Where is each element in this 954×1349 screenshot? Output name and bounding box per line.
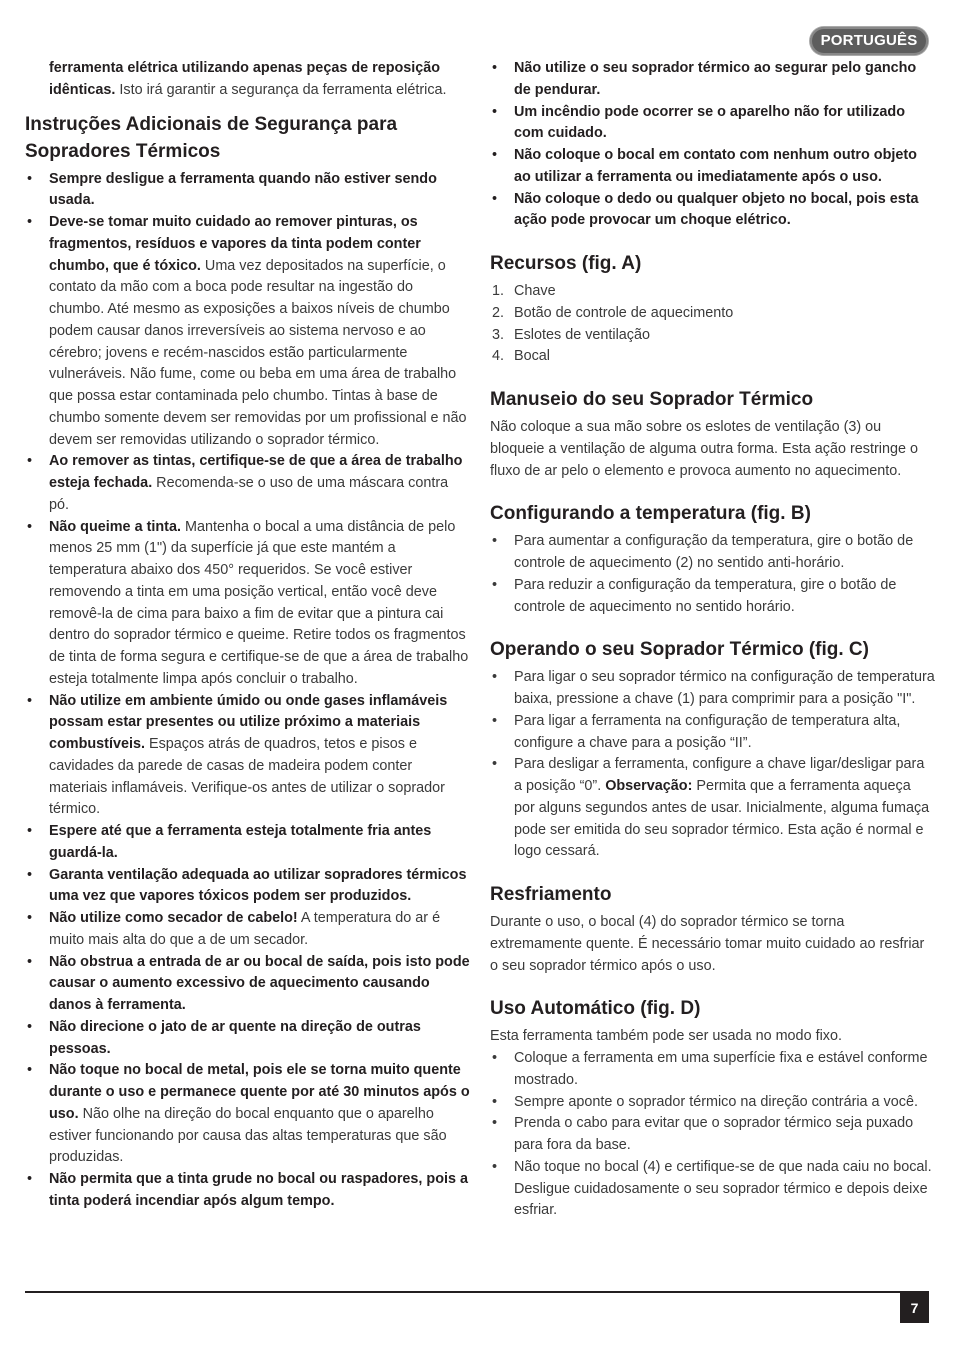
item-text: Para reduzir a configuração da temperatura, gire o botão de controle de aquecimento no sentido horário. — [514, 576, 897, 615]
item-number: 3. — [492, 326, 505, 343]
safety-item-bold: Ao remover as tintas, certifique-se de que a área de trabalho esteja fechada. — [49, 453, 463, 491]
uso-item — [490, 1113, 935, 1157]
resfriamento-text: Durante o uso, o bocal (4) do soprador térmico se torna extremamente quente. É necessário tomar muito cuidado ao resfriar o seu soprador térmico após o uso. — [490, 914, 925, 974]
safety-item — [25, 1017, 470, 1061]
item-text: Chave — [514, 283, 556, 299]
safety-item-text: Recomenda-se o uso de uma máscara contra pó. — [49, 475, 449, 513]
bullet-icon: • — [492, 712, 498, 729]
item-text: Prenda o cabo para evitar que o soprador térmico seja puxado para fora da base. — [514, 1115, 914, 1153]
configurando-heading: Configurando a temperatura (fig. B) — [490, 503, 811, 525]
recursos-list — [490, 281, 935, 368]
item-text: Eslotes de ventilação — [514, 326, 650, 343]
configurando-item — [490, 575, 935, 619]
bullet-icon: • — [27, 1018, 33, 1035]
safety-item-text: A temperatura do ar é muito mais alta do que a de um secador. — [49, 910, 441, 948]
recursos-item — [490, 281, 935, 303]
safety-item — [25, 1169, 470, 1213]
item-text: Para aumentar a configuração da temperatura, gire o botão de controle de aquecimento (2) no sentido anti-horário. — [514, 533, 914, 571]
bullet-icon: • — [27, 910, 33, 926]
bullet-icon: • — [492, 756, 498, 773]
safety-item-bold: Sempre desligue a ferramenta quando não estiver sendo usada. — [49, 170, 437, 209]
uso-item — [490, 1092, 935, 1114]
language-badge: PORTUGUÊS — [810, 27, 928, 55]
item-text: Coloque a ferramenta em uma superfície fixa e estável conforme mostrado. — [514, 1050, 928, 1088]
item-text: Permita que a ferramenta aqueça por alguns segundos antes de usar. Inicialmente, alguma fumaça pode ser emitida do seu soprador térmico. Esta ação é normal e logo cessará. — [514, 778, 930, 860]
footer-divider — [25, 1291, 929, 1293]
safety-item-text: Espaços atrás de quadros, tetos e pisos e cavidades da parede de casas de madeira podem conter materiais inflamáveis. Verifique-os antes de utilizar o soprador térmico. — [49, 736, 445, 818]
item-text: Sempre aponte o soprador térmico na direção contrária a você. — [514, 1093, 918, 1110]
warning-item — [490, 58, 935, 102]
bullet-icon: • — [492, 576, 498, 593]
warning-text: Não coloque o bocal em contato com nenhum outro objeto ao utilizar a ferramenta ou imediatamente após o uso. — [514, 147, 917, 185]
item-text: Bocal — [514, 348, 550, 365]
uso-intro: Esta ferramenta também pode ser usada no modo fixo. — [490, 1028, 842, 1045]
bullet-icon: • — [492, 1158, 498, 1175]
safety-item-bold: Não permita que a tinta grude no bocal ou raspadores, pois a tinta poderá incendiar após algum tempo. — [49, 1171, 469, 1209]
bullet-icon: • — [492, 533, 498, 550]
bullet-icon: • — [27, 214, 33, 230]
operando-item — [490, 667, 935, 711]
warning-text: Não utilize o seu soprador térmico ao segurar pelo gancho de pendurar. — [514, 60, 917, 98]
bullet-icon: • — [492, 103, 498, 120]
left-column — [25, 58, 470, 1213]
safety-item-bold: Não toque no bocal de metal, pois ele se torna muito quente durante o uso e permanece quente por até 30 minutos após o uso. — [49, 1062, 470, 1122]
bullet-icon: • — [27, 518, 33, 535]
safety-item — [25, 212, 470, 451]
bullet-icon: • — [492, 60, 498, 76]
item-number: 1. — [492, 283, 505, 299]
warning-item — [490, 189, 935, 233]
warning-text: Não coloque o dedo ou qualquer objeto no bocal, pois esta ação pode provocar um choque elétrico. — [514, 190, 919, 229]
bullet-icon: • — [492, 669, 498, 686]
item-text: Não toque no bocal (4) e certifique-se de que nada caiu no bocal. Desligue cuidadosamente o seu soprador térmico e depois deixe esfriar. — [514, 1158, 932, 1219]
item-text: Botão de controle de aquecimento — [514, 304, 734, 321]
safety-item-text: Mantenha o bocal a uma distância de pelo menos 25 mm (1") da superfície já que este mantém a temperatura abaixo dos 450° requeridos. Se você estiver removendo a tinta em uma posição vertical, então você deve removê-la de cima para baixo a fim de evitar que a pintura cai dentro do soprador térmico e queime. Retire todos os fragmentos de tinta de forma segura e certifique-se de que a área de trabalho esteja totalmente limpa após concluir o trabalho. — [49, 518, 469, 687]
item-number: 4. — [492, 348, 505, 365]
right-column — [490, 58, 935, 1222]
safety-item-text: Não olhe na direção do bocal enquanto que o aparelho estiver funcionando por causa das altas temperaturas que são produzidas. — [49, 1105, 447, 1166]
page-number: 7 — [900, 1293, 929, 1323]
bullet-icon: • — [27, 1062, 33, 1079]
bullet-icon: • — [492, 1050, 498, 1066]
safety-item — [25, 908, 470, 952]
safety-item-bold: Garanta ventilação adequada ao utilizar sopradores térmicos uma vez que vapores tóxicos podem ser produzidos. — [49, 866, 467, 905]
operando-item — [490, 711, 935, 755]
bullet-icon: • — [27, 692, 33, 709]
safety-item — [25, 691, 470, 822]
safety-item-text: Uma vez depositados na superfície, o contato da mão com a boca pode resultar na ingestão do chumbo. Até mesmo as exposições a baixos níveis de chumbo podem causar danos irreversíveis ao sistema nervoso e ao cérebro; jovens e recém-nascidos estão particularmente vulneráveis. Não fume, come ou beba em uma área de trabalho que possa estar contaminada pelo chumbo. Tintas à base de chumbo somente devem ser removidas por um profissional e não devem ser removidas utilizando o soprador térmico. — [49, 257, 467, 448]
operando-item — [490, 754, 935, 863]
bullet-icon: • — [27, 866, 33, 883]
safety-item-bold: Não queime a tinta. — [49, 518, 181, 535]
operando-list — [490, 667, 935, 863]
item-text: Para ligar o seu soprador térmico na configuração de temperatura baixa, pressione a chave (1) para comprimir para a posição "I". — [514, 669, 935, 707]
item-number: 2. — [492, 304, 505, 321]
bullet-icon: • — [27, 170, 33, 187]
recursos-heading: Recursos (fig. A) — [490, 253, 642, 274]
operando-heading: Operando o seu Soprador Térmico (fig. C) — [490, 639, 869, 661]
bullet-icon: • — [27, 1171, 33, 1187]
bullet-icon: • — [27, 453, 33, 470]
safety-item — [25, 821, 470, 865]
bullet-icon: • — [492, 1115, 498, 1132]
intro-paragraph — [25, 58, 470, 102]
safety-item — [25, 1060, 470, 1169]
uso-heading: Uso Automático (fig. D) — [490, 998, 701, 1020]
bullet-icon: • — [492, 1093, 498, 1110]
bullet-icon: • — [492, 147, 498, 163]
bullet-icon: • — [27, 953, 33, 970]
warning-list — [490, 58, 935, 232]
safety-item — [25, 517, 470, 691]
recursos-item — [490, 325, 935, 347]
uso-item — [490, 1048, 935, 1092]
observation-label: Observação: — [605, 778, 693, 794]
uso-list — [490, 1048, 935, 1222]
warning-item — [490, 102, 935, 146]
bullet-icon: • — [492, 190, 498, 207]
safety-item — [25, 865, 470, 909]
safety-item-bold: Não direcione o jato de ar quente na direção de outras pessoas. — [49, 1018, 421, 1057]
safety-item — [25, 451, 470, 516]
safety-item-bold: Deve-se tomar muito cuidado ao remover pinturas, os fragmentos, resíduos e vapores da tinta podem conter chumbo, que é tóxico. — [49, 214, 421, 274]
safety-item-bold: Espere até que a ferramenta esteja totalmente fria antes guardá-la. — [49, 823, 432, 861]
resfriamento-heading: Resfriamento — [490, 884, 612, 905]
intro-normal: Isto irá garantir a segurança da ferramenta elétrica. — [115, 81, 447, 98]
safety-item-bold: Não obstrua a entrada de ar ou bocal de saída, pois isto pode causar o aumento excessivo de aquecimento causando danos à ferramenta. — [49, 953, 470, 1013]
item-text: Para desligar a ferramenta, configure a chave ligar/desligar para a posição “0”. — [514, 756, 925, 794]
safety-heading: Instruções Adicionais de Segurança para Sopradores Térmicos — [25, 113, 398, 162]
item-text: Para ligar a ferramenta na configuração de temperatura alta, configure a chave para a posição “II”. — [514, 712, 901, 751]
safety-item — [25, 169, 470, 213]
manuseio-heading: Manuseio do seu Soprador Térmico — [490, 389, 814, 410]
warning-text: Um incêndio pode ocorrer se o aparelho não for utilizado com cuidado. — [514, 103, 905, 142]
safety-item-bold: Não utilize em ambiente úmido ou onde gases inflamáveis possam estar presentes ou utilize próximo a materiais combustíveis. — [49, 692, 448, 752]
warning-item — [490, 145, 935, 189]
configurando-item — [490, 531, 935, 575]
uso-item — [490, 1157, 935, 1222]
safety-item-bold: Não utilize como secador de cabelo! — [49, 910, 298, 926]
manuseio-text: Não coloque a sua mão sobre os eslotes de ventilação (3) ou bloqueie a ventilação de alguma outra forma. Esta ação restringe o fluxo de ar pelo o elemento e provoca aumento no aquecimento. — [490, 419, 918, 479]
intro-bold: ferramenta elétrica utilizando apenas peças de reposição idênticas. — [49, 60, 441, 98]
recursos-item — [490, 346, 935, 368]
recursos-item — [490, 303, 935, 325]
safety-item — [25, 952, 470, 1017]
safety-list — [25, 169, 470, 1213]
bullet-icon: • — [27, 823, 33, 839]
configurando-list — [490, 531, 935, 618]
